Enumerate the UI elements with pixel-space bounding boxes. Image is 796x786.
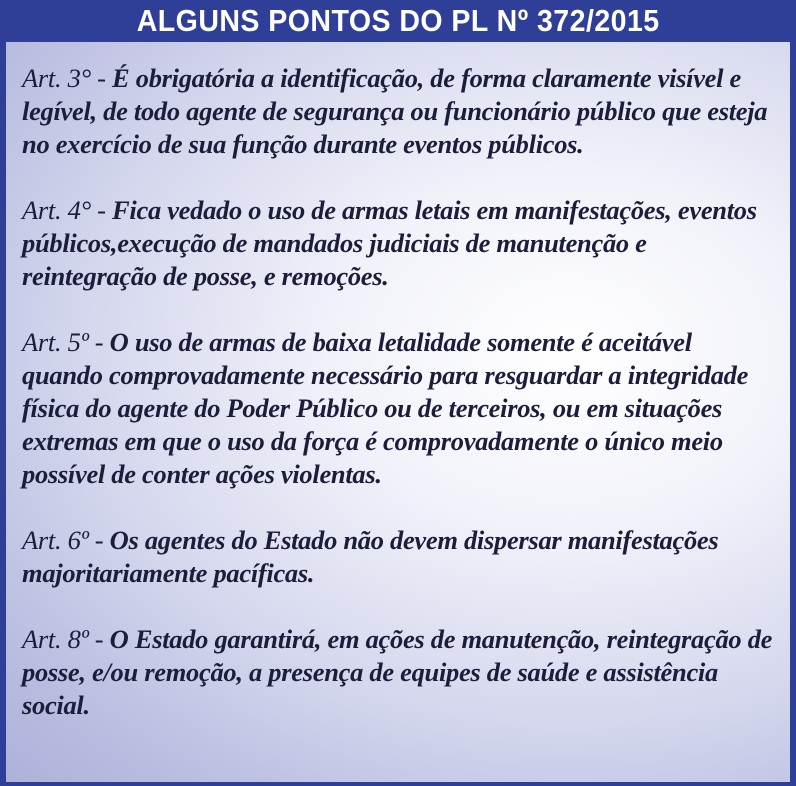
article-3 [22, 62, 776, 161]
article-text: É obrigatória a identificação, de forma claramente visível e legível, de todo agente de segurança ou funcionário público que esteja no exercício de sua função durante eventos públicos. [22, 63, 768, 159]
article-4 [22, 194, 776, 293]
article-6 [22, 524, 776, 590]
box-title: ALGUNS PONTOS DO PL Nº 372/2015 [136, 3, 660, 38]
header-bar [0, 0, 796, 42]
articles-panel [6, 42, 790, 782]
article-8 [22, 623, 776, 722]
article-text: Fica vedado o uso de armas letais em manifestações, eventos públicos,execução de mandados judiciais de manutenção e reintegração de posse, e remoções. [22, 195, 757, 291]
article-label: Art. 8º - [22, 624, 110, 654]
article-text: O Estado garantirá, em ações de manutenção, reintegração de posse, e/ou remoção, a presença de equipes de saúde e assistência social. [22, 624, 773, 720]
article-label: Art. 6º - [22, 525, 110, 555]
article-text: Os agentes do Estado não devem dispersar manifestações majoritariamente pacíficas. [22, 525, 719, 588]
article-text: O uso de armas de baixa letalidade somente é aceitável quando comprovadamente necessário para resguardar a integridade física do agente do Poder Público ou de terceiros, ou em situações extremas em que o uso da força é comprovadamente o único meio possível de conter ações violentas. [22, 327, 749, 489]
article-label: Art. 5º - [22, 327, 110, 357]
article-label: Art. 4° - [22, 195, 113, 225]
article-label: Art. 3° - [22, 63, 113, 93]
article-5 [22, 326, 776, 491]
